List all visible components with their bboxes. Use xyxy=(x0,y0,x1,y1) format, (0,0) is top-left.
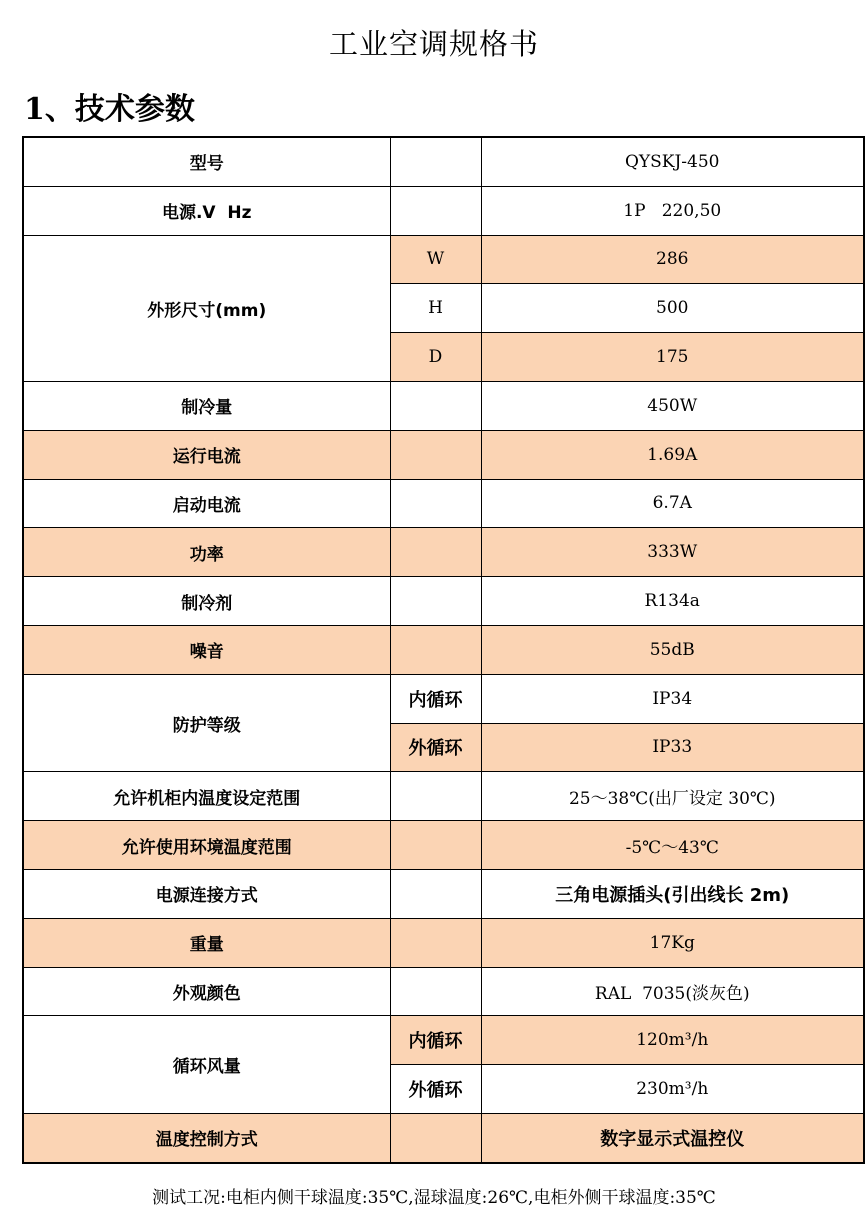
label-noise: 噪音 xyxy=(23,625,390,674)
value-dimension-h: 500 xyxy=(481,284,864,333)
value-protection-outer: IP33 xyxy=(481,723,864,772)
row-model xyxy=(23,137,864,186)
value-cooling-capacity: 450W xyxy=(481,381,864,430)
row-cooling-capacity xyxy=(23,381,864,430)
row-running-current xyxy=(23,430,864,479)
value-temp-control: 数字显示式温控仪 xyxy=(481,1113,864,1162)
value-running-current: 1.69A xyxy=(481,430,864,479)
value-dimension-w: 286 xyxy=(481,235,864,284)
label-weight: 重量 xyxy=(23,918,390,967)
value-model: QYSKJ-450 xyxy=(481,137,864,186)
label-cooling-capacity: 制冷量 xyxy=(23,381,390,430)
sub-dimension-d: D xyxy=(390,333,481,382)
spec-table xyxy=(22,136,865,1164)
value-airflow-inner: 120m³/h xyxy=(481,1016,864,1065)
document-title: 工业空调规格书 xyxy=(328,27,539,61)
row-dimension-w xyxy=(23,235,864,284)
sub-protection-inner: 内循环 xyxy=(390,674,481,723)
row-refrigerant xyxy=(23,577,864,626)
row-weight xyxy=(23,918,864,967)
label-airflow: 循环风量 xyxy=(23,1016,390,1114)
label-running-current: 运行电流 xyxy=(23,430,390,479)
value-airflow-outer: 230m³/h xyxy=(481,1065,864,1114)
row-cabinet-temp-range xyxy=(23,772,864,821)
sub-dimension-w: W xyxy=(390,235,481,284)
sub-airflow-inner: 内循环 xyxy=(390,1016,481,1065)
label-power: 功率 xyxy=(23,528,390,577)
sub-protection-outer: 外循环 xyxy=(390,723,481,772)
row-power-supply xyxy=(23,186,864,235)
value-cabinet-temp-range: 25～38℃(出厂设定 30℃) xyxy=(481,772,864,821)
value-starting-current: 6.7A xyxy=(481,479,864,528)
row-protection-inner xyxy=(23,674,864,723)
label-ambient-temp-range: 允许使用环境温度范围 xyxy=(23,821,390,870)
label-power-supply: 电源.V Hz xyxy=(23,186,390,235)
label-starting-current: 启动电流 xyxy=(23,479,390,528)
value-power: 333W xyxy=(481,528,864,577)
row-temp-control xyxy=(23,1113,864,1162)
value-ambient-temp-range: -5℃～43℃ xyxy=(481,821,864,870)
value-power-connection: 三角电源插头(引出线长 2m) xyxy=(481,869,864,918)
value-refrigerant: R134a xyxy=(481,577,864,626)
row-power xyxy=(23,528,864,577)
label-model: 型号 xyxy=(23,137,390,186)
value-noise: 55dB xyxy=(481,625,864,674)
value-protection-inner: IP34 xyxy=(481,674,864,723)
row-starting-current xyxy=(23,479,864,528)
row-noise xyxy=(23,625,864,674)
value-color: RAL 7035(淡灰色) xyxy=(481,967,864,1016)
label-cabinet-temp-range: 允许机柜内温度设定范围 xyxy=(23,772,390,821)
value-power-supply: 1P 220,50 xyxy=(481,186,864,235)
row-color xyxy=(23,967,864,1016)
test-conditions-note: 测试工况:电柜内侧干球温度:35℃,湿球温度:26℃,电柜外侧干球温度:35℃ xyxy=(152,1188,716,1208)
row-power-connection xyxy=(23,869,864,918)
sub-dimension-h: H xyxy=(390,284,481,333)
value-weight: 17Kg xyxy=(481,918,864,967)
row-ambient-temp-range xyxy=(23,821,864,870)
sub-airflow-outer: 外循环 xyxy=(390,1065,481,1114)
label-refrigerant: 制冷剂 xyxy=(23,577,390,626)
label-color: 外观颜色 xyxy=(23,967,390,1016)
label-protection: 防护等级 xyxy=(23,674,390,772)
label-temp-control: 温度控制方式 xyxy=(23,1113,390,1162)
section-heading: 1、技术参数 xyxy=(24,92,195,127)
label-power-connection: 电源连接方式 xyxy=(23,869,390,918)
value-dimension-d: 175 xyxy=(481,333,864,382)
row-airflow-inner xyxy=(23,1016,864,1065)
label-dimensions: 外形尺寸(mm) xyxy=(23,235,390,381)
